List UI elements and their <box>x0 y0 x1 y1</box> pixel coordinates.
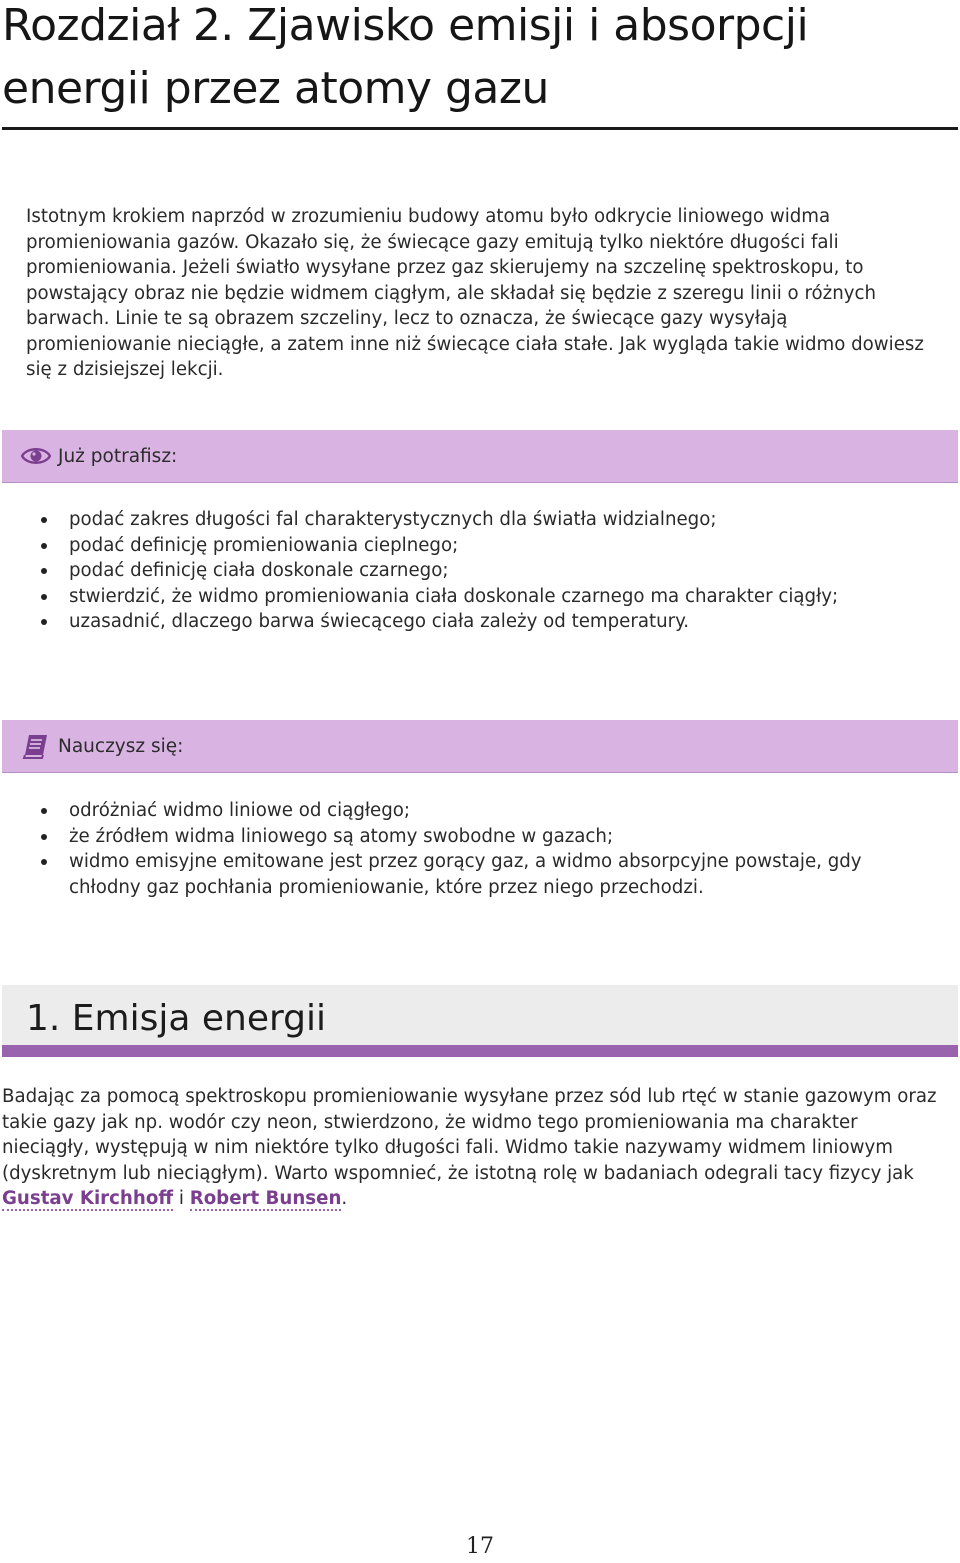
list-item: podać zakres długości fal charakterystycznych dla światła widzialnego; <box>38 507 928 533</box>
chapter-title: Rozdział 2. Zjawisko emisji i absorpcji energii przez atomy gazu <box>2 0 809 114</box>
list-item: podać definicję promieniowania cieplnego; <box>38 533 928 559</box>
already-can-header <box>2 430 958 483</box>
list-item: że źródłem widma liniowego są atomy swobodne w gazach; <box>38 824 928 850</box>
list-item: podać definicję ciała doskonale czarnego; <box>38 558 928 584</box>
section-title: 1. Emisja energii <box>26 998 327 1039</box>
will-learn-list <box>38 798 928 900</box>
list-item: uzasadnić, dlaczego barwa świecącego ciała zależy od temperatury. <box>38 609 928 635</box>
bunsen-link[interactable]: Robert Bunsen <box>189 1188 342 1209</box>
section-accent-bar <box>2 1045 958 1057</box>
already-can-label: Już potrafisz: <box>58 445 178 467</box>
section-heading <box>2 985 958 1057</box>
paragraph-connector: i <box>173 1188 190 1209</box>
paragraph-end: . <box>341 1188 348 1209</box>
will-learn-label: Nauczysz się: <box>58 735 184 757</box>
section-paragraph <box>2 1084 942 1212</box>
page-number: 17 <box>466 1534 494 1559</box>
kirchhoff-link[interactable]: Gustav Kirchhoff <box>2 1188 174 1209</box>
paragraph-text: Badając za pomocą spektroskopu promieniowanie wysyłane przez sód lub rtęć w stanie gazowym oraz takie gazy jak np. wodór czy neon, stwierdzono, że widmo tego promieniowania ma charakter nieciągły, występują w nim niektóre tylko długości fali. Widmo takie nazywamy widmem liniowym (dyskretnym lub nieciągłym). Warto wspomnieć, że istotną rolę w badaniach odegrali tacy fizycy jak <box>2 1086 937 1184</box>
title-divider <box>2 127 958 130</box>
will-learn-header <box>2 720 958 773</box>
list-item: odróżniać widmo liniowe od ciągłego; <box>38 798 928 824</box>
list-item: stwierdzić, że widmo promieniowania ciała doskonale czarnego ma charakter ciągły; <box>38 584 928 610</box>
intro-paragraph: Istotnym krokiem naprzód w zrozumieniu budowy atomu było odkrycie liniowego widma promieniowania gazów. Okazało się, że świecące gazy emitują tylko niektóre długości fali promieniowania. Jeżeli światło wysyłane przez gaz skierujemy na szczelinę spektroskopu, to powstający obraz nie będzie widmem ciągłym, ale składał się będzie z szeregu linii o różnych barwach. Linie te są obrazem szczeliny, lecz to oznacza, że świecące gazy wysyłają promieniowanie nieciągłe, a zatem inne niż świecące ciała stałe. Jak wygląda takie widmo dowiesz się z dzisiejszej lekcji. <box>26 206 924 380</box>
book-icon <box>20 730 52 762</box>
list-item: widmo emisyjne emitowane jest przez gorący gaz, a widmo absorpcyjne powstaje, gdy chłodny gaz pochłania promieniowanie, które przez niego przechodzi. <box>38 849 928 900</box>
eye-icon <box>20 440 52 472</box>
already-can-list <box>38 507 928 635</box>
